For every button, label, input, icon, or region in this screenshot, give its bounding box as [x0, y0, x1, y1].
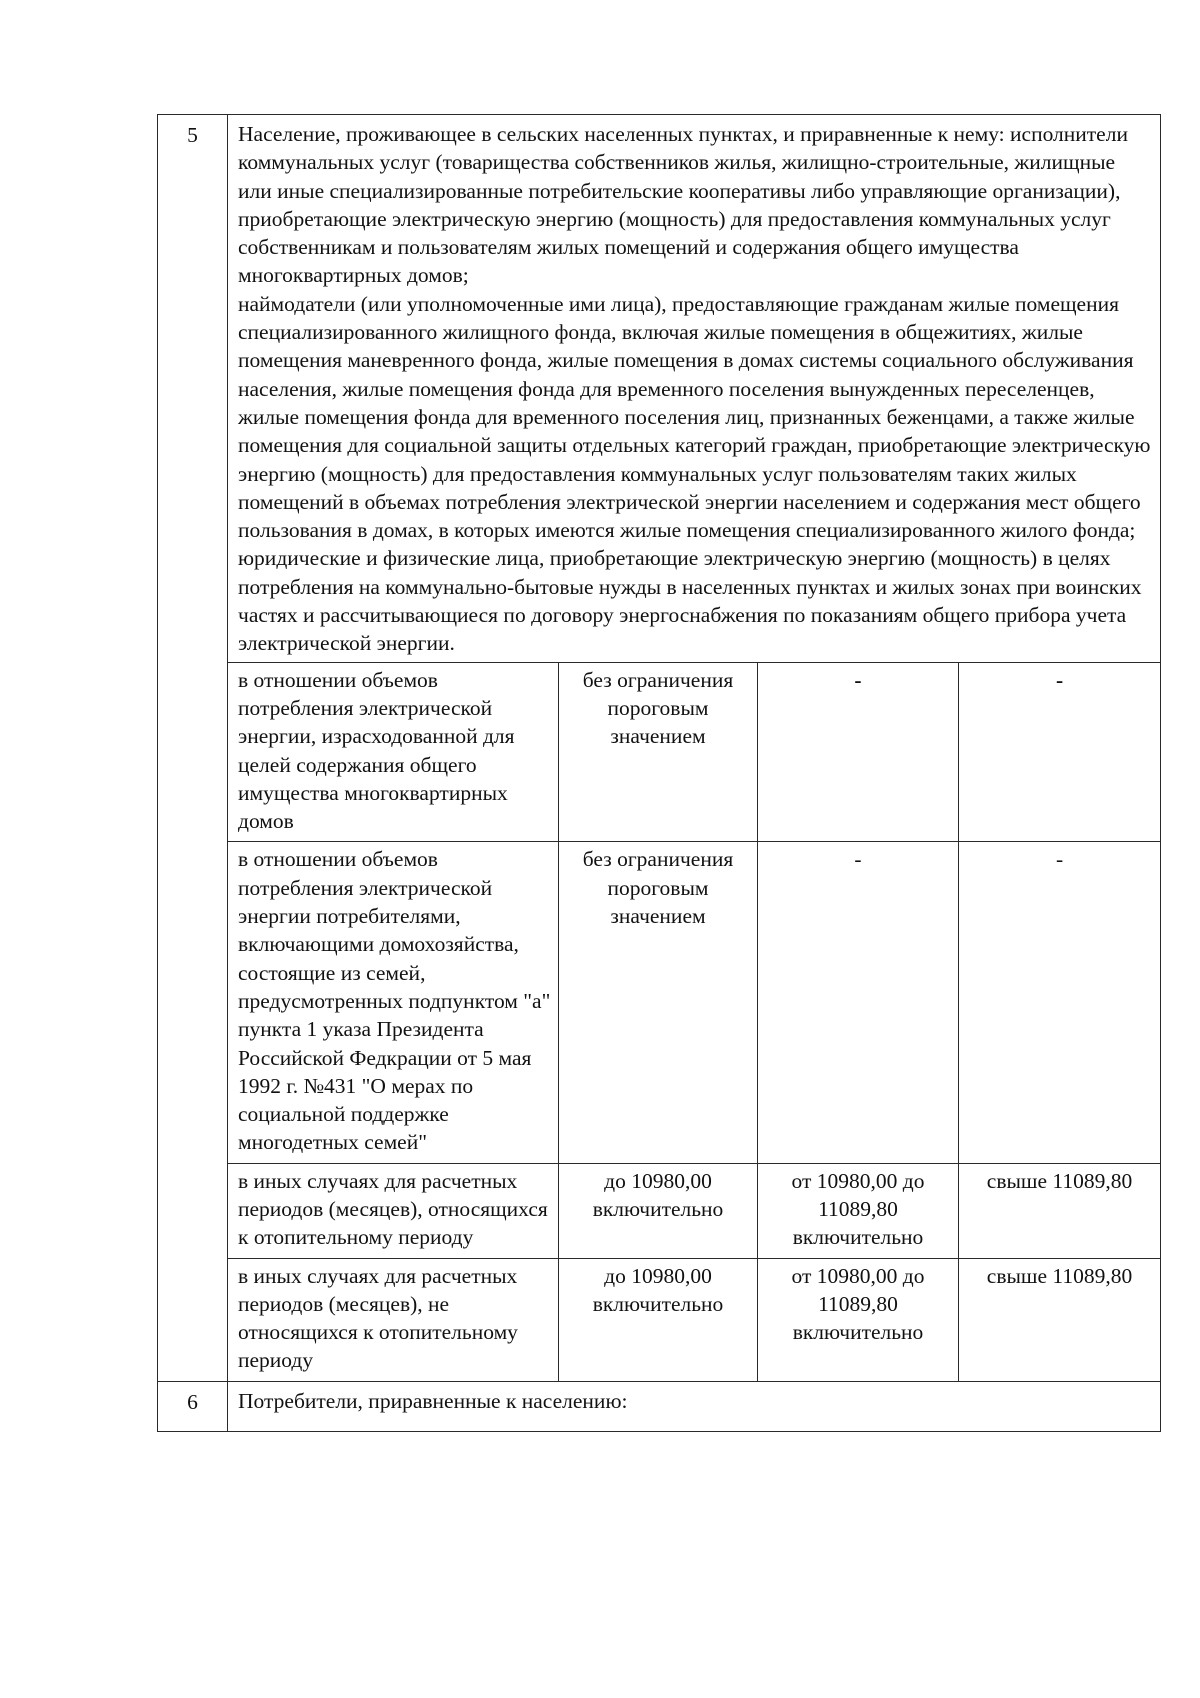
paragraph: Население, проживающее в сельских населенных пунктах, и приравненные к нему: исполнители коммунальных услуг (товарищества собственников жилья, жилищно-строительные, жилищные или иные специализированные потребительские кооперативы либо управляющие организации), приобретающие электрическую энергию (мощность) для предоставления коммунальных услуг собственникам и пользователям жилых помещений и содержания общего имущества многоквартирных домов;: [238, 122, 1128, 288]
subrow-label: в иных случаях для расчетных периодов (месяцев), относящихся к отопительному периоду: [228, 1163, 559, 1258]
threshold-col2: -: [758, 842, 959, 1163]
threshold-col1: без ограничения пороговым значением: [559, 662, 758, 842]
table-row: [158, 1381, 1161, 1431]
table-row: [158, 1258, 1161, 1381]
table-row: [158, 1163, 1161, 1258]
subrow-label: в отношении объемов потребления электрической энергии, израсходованной для целей содержания общего имущества многоквартирных домов: [228, 662, 559, 842]
subrow-label: в иных случаях для расчетных периодов (месяцев), не относящихся к отопительному периоду: [228, 1258, 559, 1381]
threshold-col1: до 10980,00 включительно: [559, 1163, 758, 1258]
threshold-col3: свыше 11089,80: [959, 1258, 1161, 1381]
threshold-col3: -: [959, 842, 1161, 1163]
paragraph: юридические и физические лица, приобретающие электрическую энергию (мощность) в целях потребления на коммунально-бытовые нужды в населенных пунктах и жилых зонах при воинских частях и рассчитывающиеся по договору энергоснабжения по показаниям общего прибора учета электрической энергии.: [238, 546, 1142, 656]
threshold-col3: свыше 11089,80: [959, 1163, 1161, 1258]
row-description: [228, 115, 1161, 663]
threshold-col2: от 10980,00 до 11089,80 включительно: [758, 1163, 959, 1258]
row-number: 5: [158, 115, 228, 1382]
table-row: [158, 662, 1161, 842]
threshold-col1: без ограничения пороговым значением: [559, 842, 758, 1163]
row-description: Потребители, приравненные к населению:: [228, 1381, 1161, 1431]
subrow-label: в отношении объемов потребления электрической энергии потребителями, включающими домохозяйства, состоящие из семей, предусмотренных подпунктом "а" пункта 1 указа Президента Российской Федкрации от 5 мая 1992 г. №431 "О мерах по социальной поддержке многодетных семей": [228, 842, 559, 1163]
table-row: [158, 842, 1161, 1163]
row-number: 6: [158, 1381, 228, 1431]
table-row: [158, 115, 1161, 663]
threshold-col2: -: [758, 662, 959, 842]
paragraph: наймодатели (или уполномоченные ими лица), предоставляющие гражданам жилые помещения специализированного жилищного фонда, включая жилые помещения в общежитиях, жилые помещения маневренного фонда, жилые помещения в домах системы социального обслуживания населения, жилые помещения фонда для временного поселения вынужденных переселенцев, жилые помещения фонда для временного поселения лиц, признанных беженцами, а также жилые помещения для социальной защиты отдельных категорий граждан, приобретающие электрическую энергию (мощность) для предоставления коммунальных услуг пользователям таких жилых помещений в объемах потребления электрической энергии населением и содержания мест общего пользования в домах, в которых имеются жилые помещения специализированного жилого фонда;: [238, 291, 1151, 543]
threshold-col1: до 10980,00 включительно: [559, 1258, 758, 1381]
threshold-col2: от 10980,00 до 11089,80 включительно: [758, 1258, 959, 1381]
tariff-table: [157, 114, 1161, 1432]
threshold-col3: -: [959, 662, 1161, 842]
